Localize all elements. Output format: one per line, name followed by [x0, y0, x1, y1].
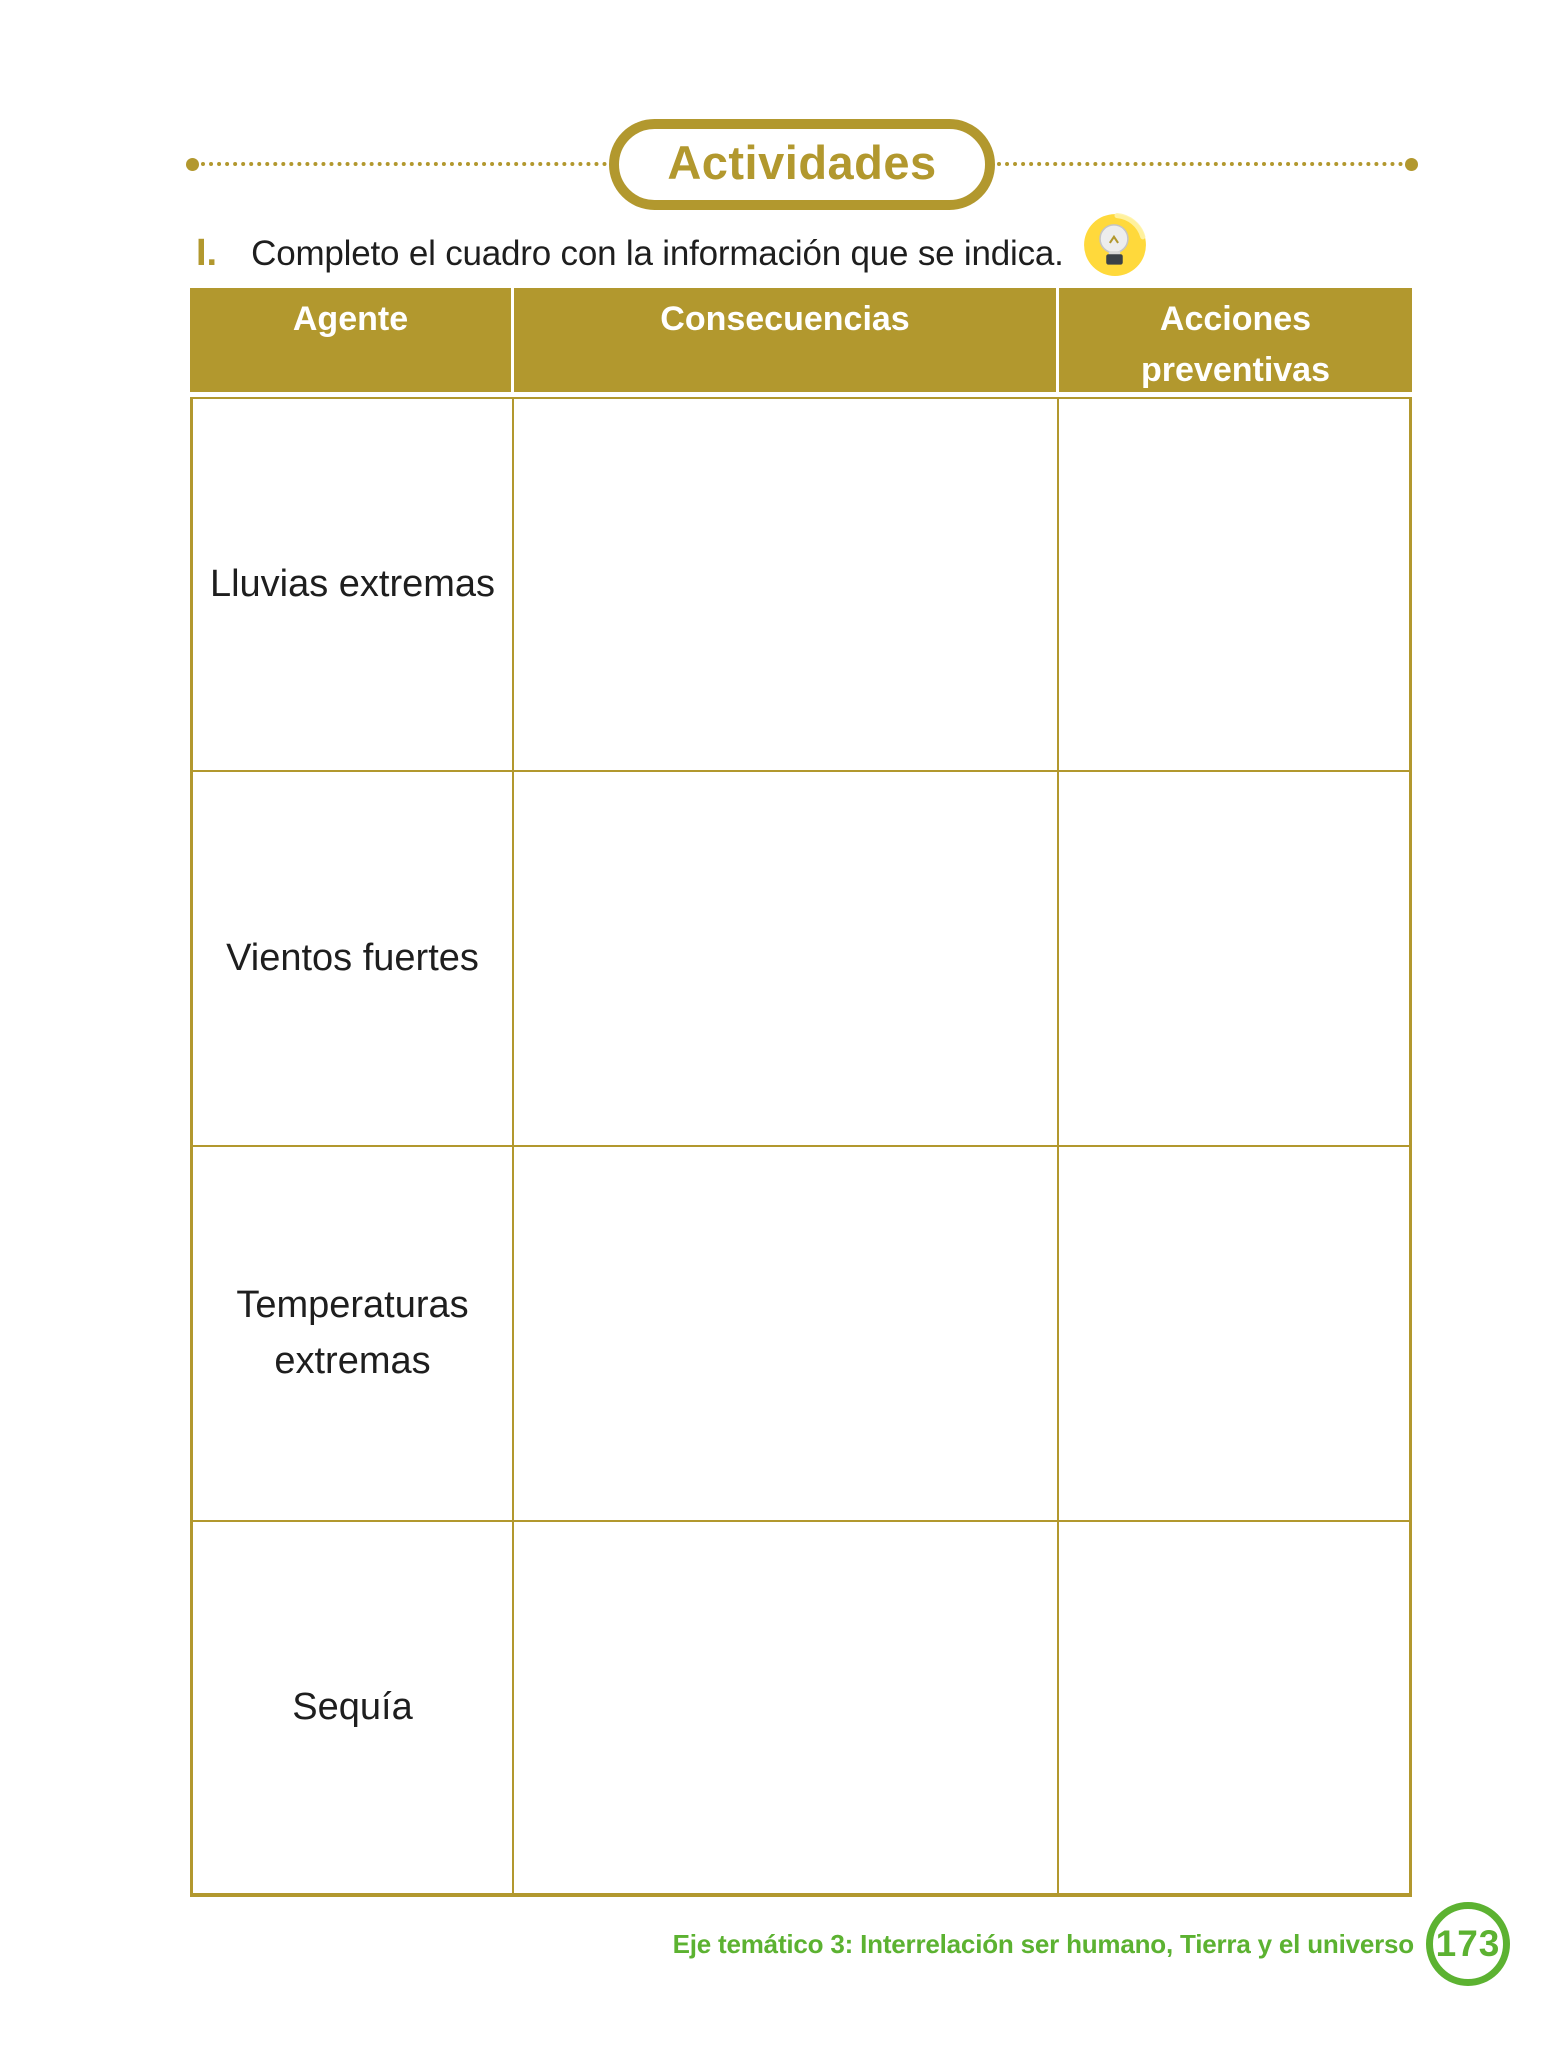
- header-cell-acciones-preventivas: Acciones preventivas: [1141, 300, 1330, 389]
- activities-title: Actividades: [667, 135, 937, 189]
- instruction-text: Completo el cuadro con la información que se indica.: [251, 233, 1064, 273]
- activities-table: [190, 288, 1412, 1897]
- agent-cell-sequia: Sequía: [190, 1522, 514, 1897]
- rule-end-dot-left: [186, 158, 199, 171]
- instruction-number: I.: [196, 232, 218, 274]
- consequences-cell-row1: [514, 397, 1059, 772]
- table-body: [190, 397, 1412, 1897]
- instruction-line: [196, 218, 1376, 289]
- footer-theme-text: Eje temático 3: Interrelación ser humano, Tierra y el universo: [672, 1928, 1414, 1959]
- header-cell-consecuencias: Consecuencias: [514, 288, 1059, 396]
- page-footer: [673, 1902, 1510, 1986]
- dotted-rule-left: [201, 162, 607, 166]
- table-header-row: [190, 288, 1412, 392]
- agent-cell-temperaturas-extremas: Temperaturas extremas: [190, 1147, 514, 1522]
- consequences-cell-row3: [514, 1147, 1059, 1522]
- header-cell-agente: Agente: [190, 288, 514, 396]
- dotted-rule-right: [997, 162, 1403, 166]
- preventive-actions-cell-row2: [1059, 772, 1412, 1147]
- consequences-cell-row2: [514, 772, 1059, 1147]
- lightbulb-icon: [1082, 212, 1148, 283]
- agent-cell-vientos-fuertes: Vientos fuertes: [190, 772, 514, 1147]
- preventive-actions-cell-row4: [1059, 1522, 1412, 1897]
- agent-cell-lluvias-extremas: Lluvias extremas: [190, 397, 514, 772]
- preventive-actions-cell-row1: [1059, 397, 1412, 772]
- activities-banner: [186, 118, 1418, 210]
- page-number-badge: 173: [1426, 1902, 1510, 1986]
- rule-end-dot-right: [1405, 158, 1418, 171]
- activities-pill: [609, 119, 995, 210]
- consequences-cell-row4: [514, 1522, 1059, 1897]
- preventive-actions-cell-row3: [1059, 1147, 1412, 1522]
